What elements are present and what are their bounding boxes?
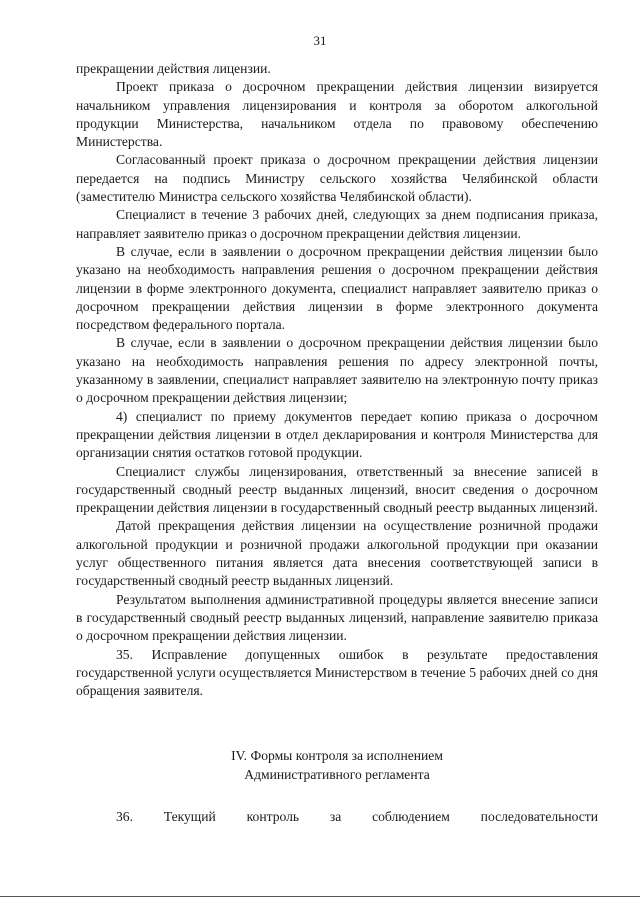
paragraph-copy-to-declaration-department: 4) специалист по приему документов передает копию приказа о досрочном прекращении действия лицензии в отдел декларирования и контроля Министерства для организации снятия остатков готовой продукции. — [76, 408, 598, 461]
paragraph-procedure-result: Результатом выполнения административной процедуры является внесение записи в государственный сводный реестр выданных лицензий, направление заявителю приказа о досрочном прекращении действия лицензии. — [76, 591, 598, 644]
section-heading — [76, 746, 598, 784]
document-body — [76, 60, 598, 827]
paragraph-termination-date: Датой прекращения действия лицензии на осуществление розничной продажи алкогольной продукции и розничной продажи алкогольной продукции при оказании услуг общественного питания является дата внесения соответствующей записи в государственный сводный реестр выданных лицензий. — [76, 518, 598, 589]
paragraph-registry-entry: Специалист службы лицензирования, ответственный за внесение записей в государственный сводный реестр выданных лицензий, вносит сведения о досрочном прекращении действия лицензии в государственный сводный реестр выданных лицензий. — [76, 463, 598, 516]
section-heading-line-1: IV. Формы контроля за исполнением — [231, 748, 443, 764]
section-heading-line-2: Административного регламента — [244, 767, 430, 783]
paragraph-draft-order-approval: Проект приказа о досрочном прекращении действия лицензии визируется начальником управления лицензирования и контроля за оборотом алкогольной продукции Министерства, начальником отдела по правовому обеспечению Министерства. — [76, 79, 598, 150]
paragraph-electronic-document: В случае, если в заявлении о досрочном прекращении действия лицензии было указано на необходимость направления решения о досрочном прекращении действия лицензии в форме электронного документа, специалист направляет заявителю приказ о досрочном прекращении действия лицензии в форме электронного документа посредством федерального портала. — [76, 243, 598, 333]
paragraph-draft-order-signature: Согласованный проект приказа о досрочном прекращении действия лицензии передается на подпись Министру сельского хозяйства Челябинской области (заместителю Министра сельского хозяйства Челябинской области). — [76, 152, 598, 205]
paragraph-continuation: прекращении действия лицензии. — [76, 61, 271, 76]
page-number: 31 — [313, 33, 327, 48]
paragraph-current-control: 36. Текущий контроль за соблюдением последовательности — [116, 809, 598, 825]
paragraph-email-delivery: В случае, если в заявлении о досрочном прекращении действия лицензии было указано на необходимость направления решения по адресу электронной почты, указанному в заявлении, специалист направляет заявителю на электронную почту приказ о досрочном прекращении действия лицензии; — [76, 335, 598, 406]
page-bottom-border — [0, 896, 640, 897]
paragraph-error-correction: 35. Исправление допущенных ошибок в результате предоставления государственной услуги осуществляется Министерством в течение 5 рабочих дней со дня обращения заявителя. — [76, 646, 598, 699]
paragraph-order-sent-to-applicant: Специалист в течение 3 рабочих дней, следующих за днем подписания приказа, направляет заявителю приказ о досрочном прекращении действия лицензии. — [76, 207, 598, 241]
